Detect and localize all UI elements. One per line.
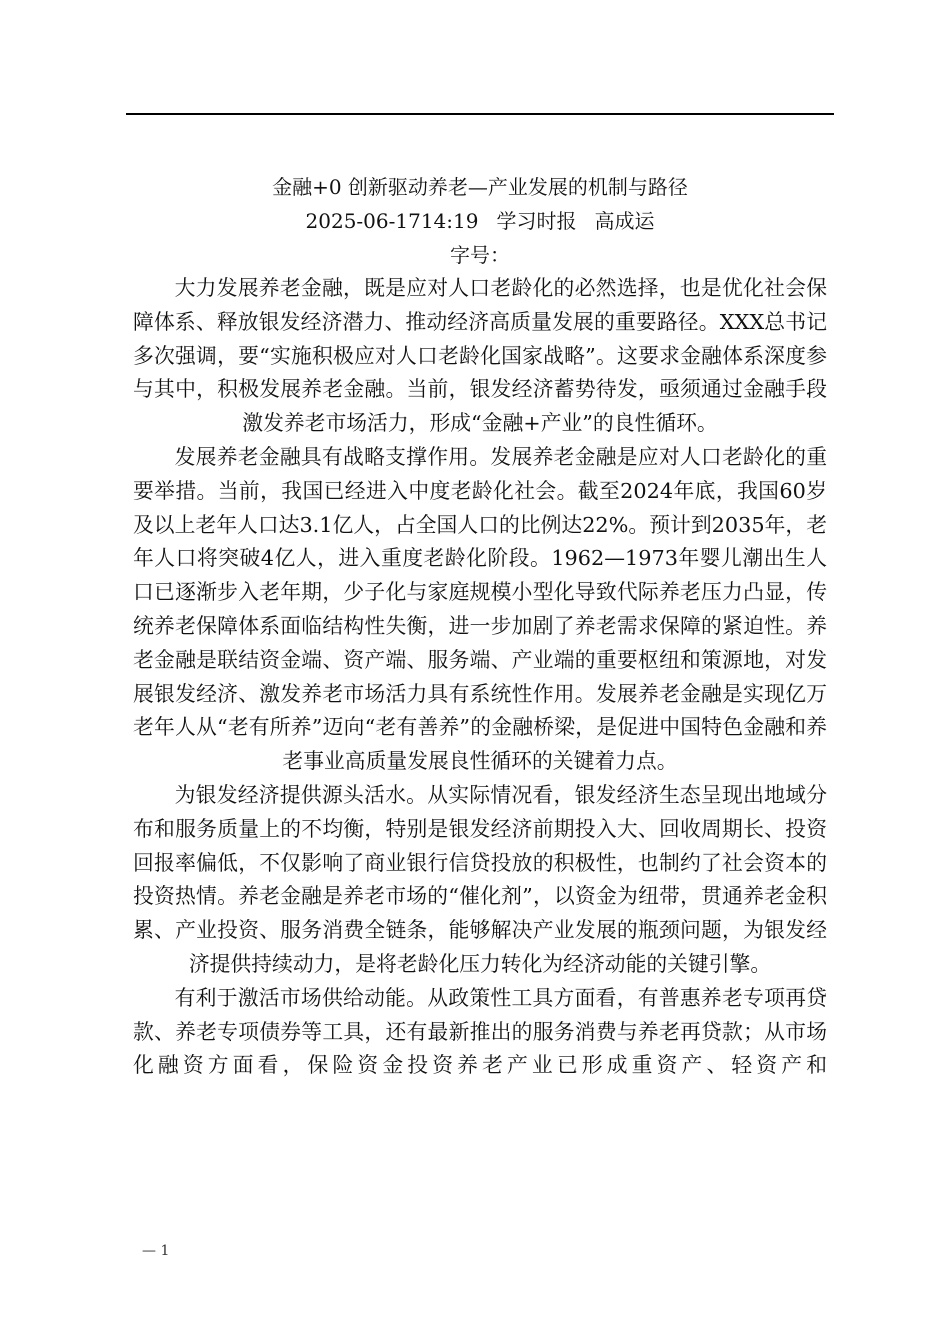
article-source: 学习时报 [496,209,577,233]
paragraph-4: 有利于激活市场供给动能。从政策性工具方面看，有普惠养老专项再贷款、养老专项债券等工具，还有最新推出的服务消费与养老再贷款；从市场化融资方面看，保险资金投资养老产业已形成重资产、轻资产和 [133,985,827,1078]
article-date: 2025-06-1714:19 [305,209,479,233]
article-meta [133,204,827,238]
paragraph-2: 发展养老金融具有战略支撑作用。发展养老金融是应对人口老龄化的重要举措。当前，我国已经进入中度老龄化社会。截至2024年底，我国60岁及以上老年人口达3.1亿人，占全国人口的比例达22%。预计到2035年，老年人口将突破4亿人，进入重度老龄化阶段。1962—1973年婴儿潮出生人口已逐渐步入老年期，少子化与家庭规模小型化导致代际养老压力凸显，传统养老保障体系面临结构性失衡，进一步加剧了养老需求保障的紧迫性。养老金融是联结资金端、资产端、服务端、产业端的重要枢纽和策源地，对发展银发经济、激发养老市场活力具有系统性作用。发展养老金融是实现亿万老年人从“老有所养”迈向“老有善养”的金融桥梁，是促进中国特色金融和养老事业高质量发展良性循环的关键着力点。 [133,444,827,774]
article-title: 金融+0 创新驱动养老—产业发展的机制与路径 [272,175,688,199]
document-body [133,170,827,1083]
paragraph-3: 为银发经济提供源头活水。从实际情况看，银发经济生态呈现出地域分布和服务质量上的不均衡，特别是银发经济前期投入大、回收周期长、投资回报率偏低，不仅影响了商业银行信贷投放的积极性，也制约了社会资本的投资热情。养老金融是养老市场的“催化剂”，以资金为纽带，贯通养老金积累、产业投资、服务消费全链条，能够解决产业发展的瓶颈问题，为银发经济提供持续动力，是将老龄化压力转化为经济动能的关键引擎。 [133,782,827,976]
font-size-label: 字号： [450,243,510,267]
top-rule [126,113,834,115]
page-number: — 1 [142,1243,170,1259]
article-author: 高成运 [594,209,655,233]
paragraph-1: 大力发展养老金融，既是应对人口老龄化的必然选择，也是优化社会保障体系、释放银发经济潜力、推动经济高质量发展的重要路径。XXX总书记多次强调，要“实施积极应对人口老龄化国家战略”。这要求金融体系深度参与其中，积极发展养老金融。当前，银发经济蓄势待发，亟须通过金融手段激发养老市场活力，形成“金融+产业”的良性循环。 [133,276,827,436]
